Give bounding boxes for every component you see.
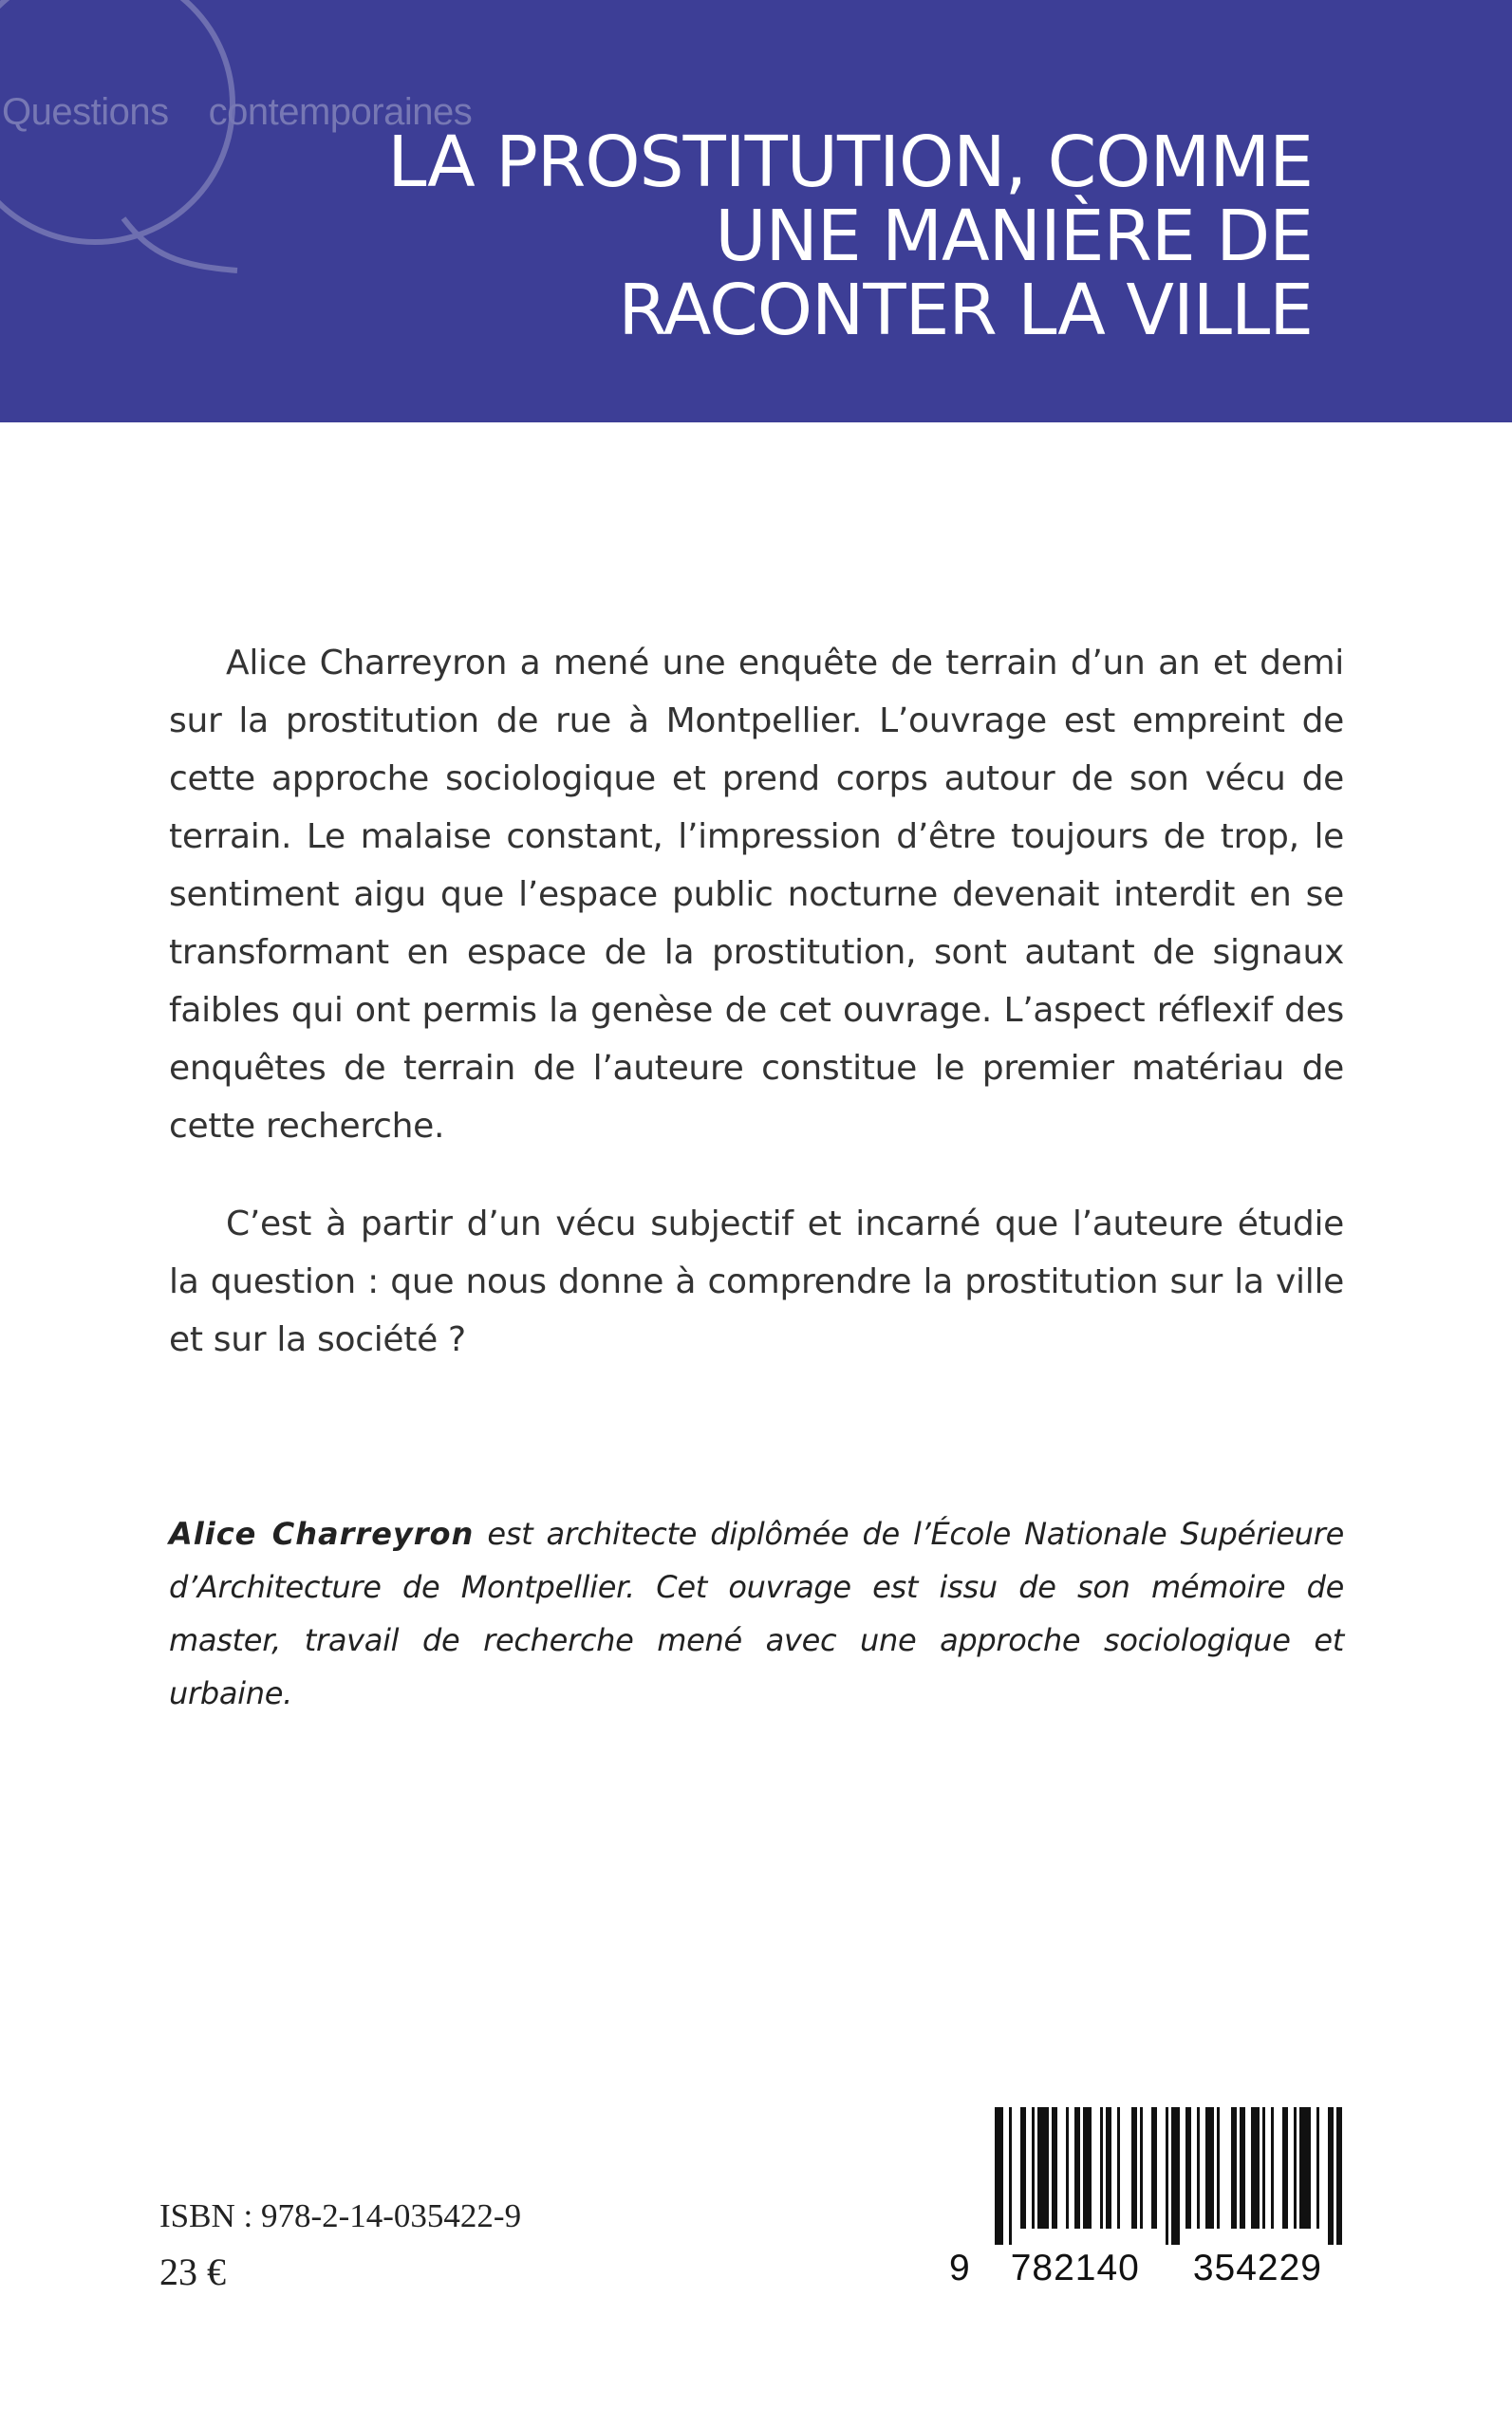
series-word-1: Questions <box>2 91 169 133</box>
barcode-bar <box>1020 2107 1026 2229</box>
back-cover-blurb <box>169 634 1344 1409</box>
barcode-bar <box>1037 2107 1049 2229</box>
barcode-bar <box>1205 2107 1214 2229</box>
barcode-bar <box>1032 2107 1035 2229</box>
barcode-bar <box>1171 2107 1180 2245</box>
barcode-bar <box>1294 2107 1297 2229</box>
barcode-bar <box>1316 2107 1319 2229</box>
barcode-bar <box>1009 2107 1012 2245</box>
barcode-bar <box>995 2107 1003 2245</box>
barcode-bar <box>1282 2107 1288 2229</box>
barcode-bar <box>1074 2107 1080 2229</box>
isbn: ISBN : 978-2-14-035422-9 <box>159 2197 522 2234</box>
barcode-bar <box>1140 2107 1143 2229</box>
cover-header <box>0 0 1512 422</box>
title-line-3: RACONTER LA VILLE <box>618 270 1313 351</box>
barcode-bar <box>1262 2107 1265 2229</box>
barcode-bar <box>1131 2107 1137 2229</box>
barcode-group-2: 354229 <box>1192 2248 1322 2288</box>
author-bio-text: est architecte diplômée de l’École Nationale Supérieure d’Architecture de Montpellier. Cet ouvrage est issu de son mémoire de master, travail de recherche mené avec une approche sociologique et urbaine. <box>169 1516 1344 1711</box>
barcode-bar <box>1336 2107 1342 2245</box>
barcode-bar <box>1240 2107 1245 2229</box>
barcode-bars <box>949 2107 1348 2245</box>
barcode-bar <box>1166 2107 1168 2245</box>
barcode-group-1: 782140 <box>1010 2248 1140 2288</box>
series-q-logo-icon <box>0 0 247 313</box>
author-name: Alice Charreyron <box>169 1516 475 1552</box>
title-line-2: UNE MANIÈRE DE <box>715 196 1313 277</box>
barcode-bar <box>1197 2107 1200 2229</box>
blurb-paragraph-1: Alice Charreyron a mené une enquête de terrain d’un an et demi sur la prostitution de rue à Montpellier. L’ouvrage est empreint de cette approche sociologique et prend corps autour de son vécu de terrain. Le malaise constant, l’impression d’être toujours de trop, le sentiment aigu que l’espace public nocturne devenait interdit en se transformant en espace de la prostitution, sont autant de signaux faibles qui ont permis la genèse de cet ouvrage. L’aspect réflexif des enquêtes de terrain de l’auteure constitue le premier matériau de cette recherche. <box>169 644 1344 1146</box>
barcode-bar <box>1117 2107 1120 2229</box>
barcode-bar <box>1231 2107 1237 2229</box>
title-line-1: LA PROSTITUTION, COMME <box>387 121 1313 203</box>
barcode-digits <box>949 2248 1348 2289</box>
barcode-bar <box>1106 2107 1111 2229</box>
barcode-digit-first: 9 <box>949 2248 971 2288</box>
barcode-bar <box>1251 2107 1260 2229</box>
barcode-bar <box>1151 2107 1157 2229</box>
barcode-bar <box>1066 2107 1069 2229</box>
barcode-bar <box>1271 2107 1274 2229</box>
series-word-2: contemporaines <box>208 91 473 133</box>
barcode-bar <box>1217 2107 1220 2229</box>
barcode-bar <box>1185 2107 1191 2229</box>
barcode-bar <box>1052 2107 1057 2229</box>
barcode-bar <box>1299 2107 1311 2229</box>
blurb-paragraph-2: C’est à partir d’un vécu subjectif et incarné que l’auteure étudie la question : que nous donne à comprendre la prostitution sur la ville et sur la société ? <box>169 1204 1344 1359</box>
barcode <box>949 2107 1348 2297</box>
author-bio <box>169 1507 1344 1720</box>
price: 23 € <box>159 2250 226 2293</box>
barcode-bar <box>1100 2107 1103 2229</box>
book-title <box>387 121 1313 351</box>
barcode-bar <box>1083 2107 1092 2229</box>
barcode-bar <box>1328 2107 1334 2245</box>
